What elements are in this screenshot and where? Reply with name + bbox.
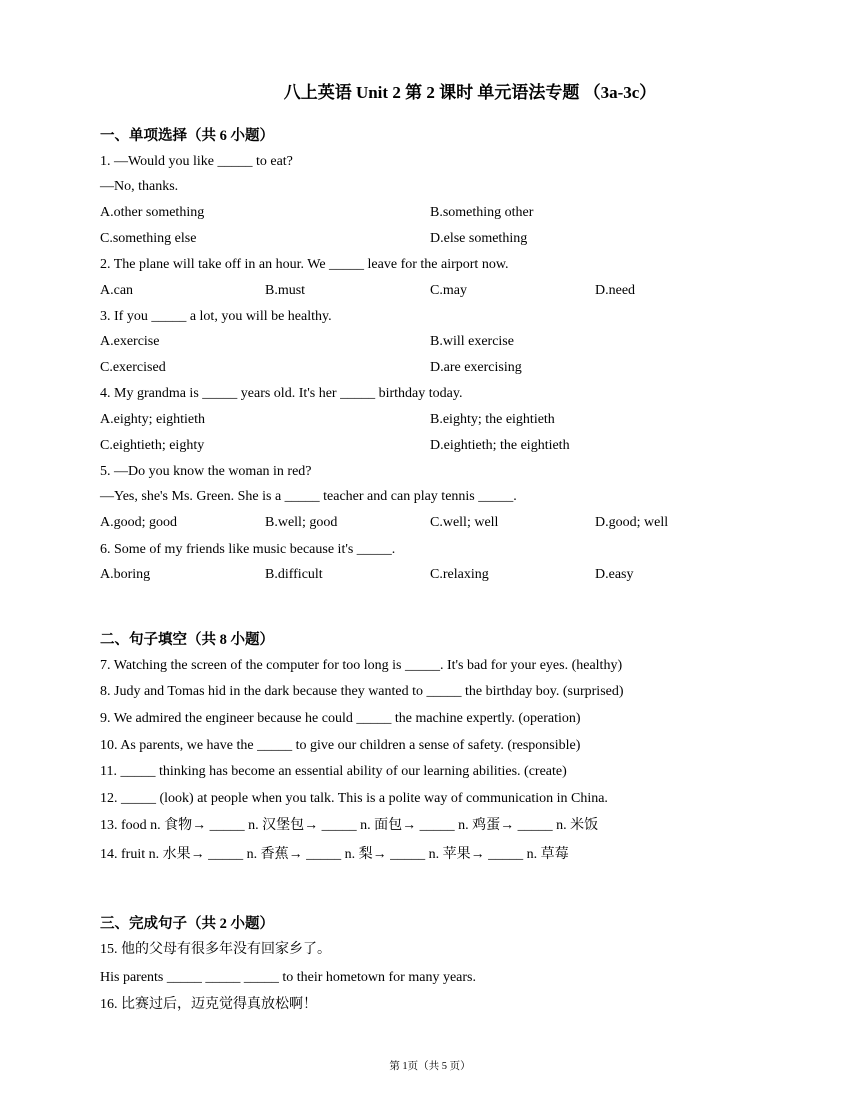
question-5-stem-reply: —Yes, she's Ms. Green. She is a _____ teacher and can play tennis _____. — [100, 489, 517, 504]
question-3-option-b: B.will exercise — [430, 334, 514, 349]
section-heading-sentence-fill: 二、句子填空（共 8 小题） — [100, 632, 274, 648]
question-5-option-c: C.well; well — [430, 515, 499, 530]
question-14: 14. fruit n. 水果→ _____ n. 香蕉→ _____ n. 梨→ _____ n. 苹果→ _____ n. 草莓 — [100, 847, 569, 862]
question-9: 9. We admired the engineer because he could _____ the machine expertly. (operation) — [100, 711, 581, 726]
question-1-option-a: A.other something — [100, 205, 205, 220]
question-4-stem: 4. My grandma is _____ years old. It's her _____ birthday today. — [100, 386, 463, 401]
question-3-option-a: A.exercise — [100, 334, 160, 349]
question-1-option-d: D.else something — [430, 231, 528, 246]
question-10: 10. As parents, we have the _____ to give our children a sense of safety. (responsible) — [100, 738, 581, 753]
question-6-option-c: C.relaxing — [430, 567, 489, 582]
page-footer: 第 1页（共 5 页） — [389, 1061, 471, 1072]
question-1-stem-reply: —No, thanks. — [100, 179, 179, 194]
question-1-stem: 1. —Would you like _____ to eat? — [100, 154, 293, 169]
question-16-prompt: 16. 比赛过后，迈克觉得真放松啊！ — [100, 997, 317, 1012]
question-15-sentence: His parents _____ _____ _____ to their hometown for many years. — [100, 970, 476, 985]
question-15-prompt: 15. 他的父母有很多年没有回家乡了。 — [100, 942, 331, 957]
question-5-option-d: D.good; well — [595, 515, 669, 530]
question-2-stem: 2. The plane will take off in an hour. We _____ leave for the airport now. — [100, 257, 509, 272]
question-2-option-b: B.must — [265, 283, 306, 298]
page-title: 八上英语 Unit 2 第 2 课时 单元语法专题 （3a-3c） — [283, 83, 657, 102]
question-2-option-d: D.need — [595, 283, 636, 298]
question-3-option-c: C.exercised — [100, 360, 166, 375]
question-4-option-c: C.eightieth; eighty — [100, 438, 205, 453]
question-6-option-b: B.difficult — [265, 567, 323, 582]
question-11: 11. _____ thinking has become an essential ability of our learning abilities. (create) — [100, 764, 567, 779]
question-7: 7. Watching the screen of the computer for too long is _____. It's bad for your eyes. (healthy) — [100, 658, 623, 673]
question-2-option-c: C.may — [430, 283, 467, 298]
question-4-option-b: B.eighty; the eightieth — [430, 412, 555, 427]
question-13: 13. food n. 食物→ _____ n. 汉堡包→ _____ n. 面包→ _____ n. 鸡蛋→ _____ n. 米饭 — [100, 818, 599, 833]
question-1-option-b: B.something other — [430, 205, 534, 220]
question-8: 8. Judy and Tomas hid in the dark because they wanted to _____ the birthday boy. (surprised) — [100, 684, 624, 699]
section-heading-multiple-choice: 一、单项选择（共 6 小题） — [100, 128, 274, 144]
question-12: 12. _____ (look) at people when you talk. This is a polite way of communication in China. — [100, 791, 608, 806]
section-heading-complete-sentences: 三、完成句子（共 2 小题） — [100, 916, 274, 932]
question-2-option-a: A.can — [100, 283, 134, 298]
question-5-option-b: B.well; good — [265, 515, 338, 530]
question-6-option-d: D.easy — [595, 567, 634, 582]
question-3-option-d: D.are exercising — [430, 360, 522, 375]
question-6-option-a: A.boring — [100, 567, 151, 582]
question-5-option-a: A.good; good — [100, 515, 177, 530]
question-5-stem: 5. —Do you know the woman in red? — [100, 464, 312, 479]
question-1-option-c: C.something else — [100, 231, 197, 246]
question-3-stem: 3. If you _____ a lot, you will be healthy. — [100, 309, 332, 324]
question-6-stem: 6. Some of my friends like music because it's _____. — [100, 542, 396, 557]
question-4-option-d: D.eightieth; the eightieth — [430, 438, 570, 453]
question-4-option-a: A.eighty; eightieth — [100, 412, 205, 427]
